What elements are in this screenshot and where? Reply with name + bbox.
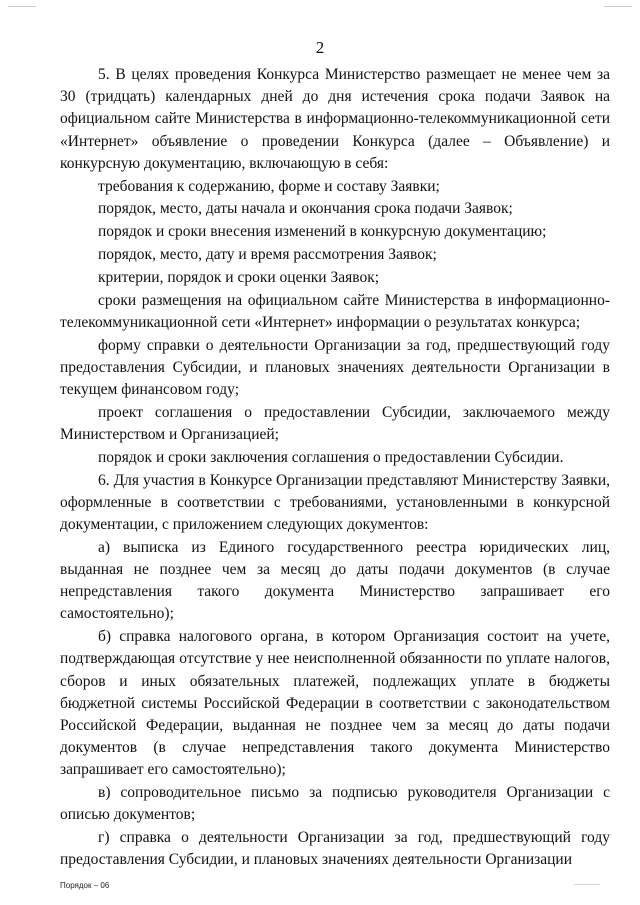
document-body	[60, 64, 610, 872]
scan-edge-mark	[8, 6, 36, 7]
list-item: порядок и сроки внесения изменений в конкурсную документацию;	[98, 223, 547, 241]
scan-edge-mark	[604, 6, 632, 7]
list-item: порядок и сроки заключения соглашения о предоставлении Субсидии.	[98, 448, 564, 466]
scan-edge-mark	[574, 884, 600, 885]
list-item: порядок, место, даты начала и окончания срока подачи Заявок;	[98, 200, 513, 218]
list-item-b: б) справка налогового органа, в котором Организация состоит на учете, подтверждающая отсутствие у нее неисполненной обязанности по уплате налогов, сборов и иных обязательных платежей, подлежащих уплате в бюджеты бюджетной системы Российской Федерации в соответствии с законодательством Российской Федерации, выданная не позднее чем за месяц до даты подачи документов (в случае непредставления такого документа Министерство запрашивает его самостоятельно);	[60, 628, 610, 779]
list-item: порядок, место, дату и время рассмотрения Заявок;	[98, 246, 437, 263]
list-item-v: в) сопроводительное письмо за подписью руководителя Организации с описью документов;	[60, 784, 610, 824]
footer-label: Порядок – 06	[60, 881, 110, 890]
list-item: форму справки о деятельности Организации за год, предшествующий году предоставления Субсидии, и плановых значениях деятельности Организации в текущем финансовом году;	[60, 336, 610, 398]
page-number: 2	[315, 38, 325, 57]
list-item: сроки размещения на официальном сайте Министерства в информационно-телекоммуникационной сети «Интернет» информации о результатах конкурса;	[60, 291, 610, 331]
list-item: требования к содержанию, форме и составу Заявки;	[98, 177, 440, 195]
paragraph-6: 6. Для участия в Конкурсе Организации представляют Министерству Заявки, оформленные в соответствии с требованиями, установленными в конкурсной документации, с приложением следующих документов:	[60, 471, 610, 533]
list-item-a: а) выписка из Единого государственного реестра юридических лиц, выданная не позднее чем за месяц до даты подачи документов (в случае непредставления такого документа Министерство запрашивает его самостоятельно);	[60, 538, 610, 623]
list-item: критерии, порядок и сроки оценки Заявок;	[98, 268, 380, 286]
paragraph-5: 5. В целях проведения Конкурса Министерство размещает не менее чем за 30 (тридцать) календарных дней до дня истечения срока подачи Заявок на официальном сайте Министерства в информационно-телекоммуникационной сети «Интернет» объявление о проведении Конкурса (далее – Объявление) и конкурсную документацию, включающую в себя:	[60, 66, 610, 172]
list-item-g: г) справка о деятельности Организации за год, предшествующий году предоставления Субсидии, и плановых значениях деятельности Организации	[60, 829, 610, 869]
list-item: проект соглашения о предоставлении Субсидии, заключаемого между Министерством и Организацией;	[60, 403, 610, 443]
